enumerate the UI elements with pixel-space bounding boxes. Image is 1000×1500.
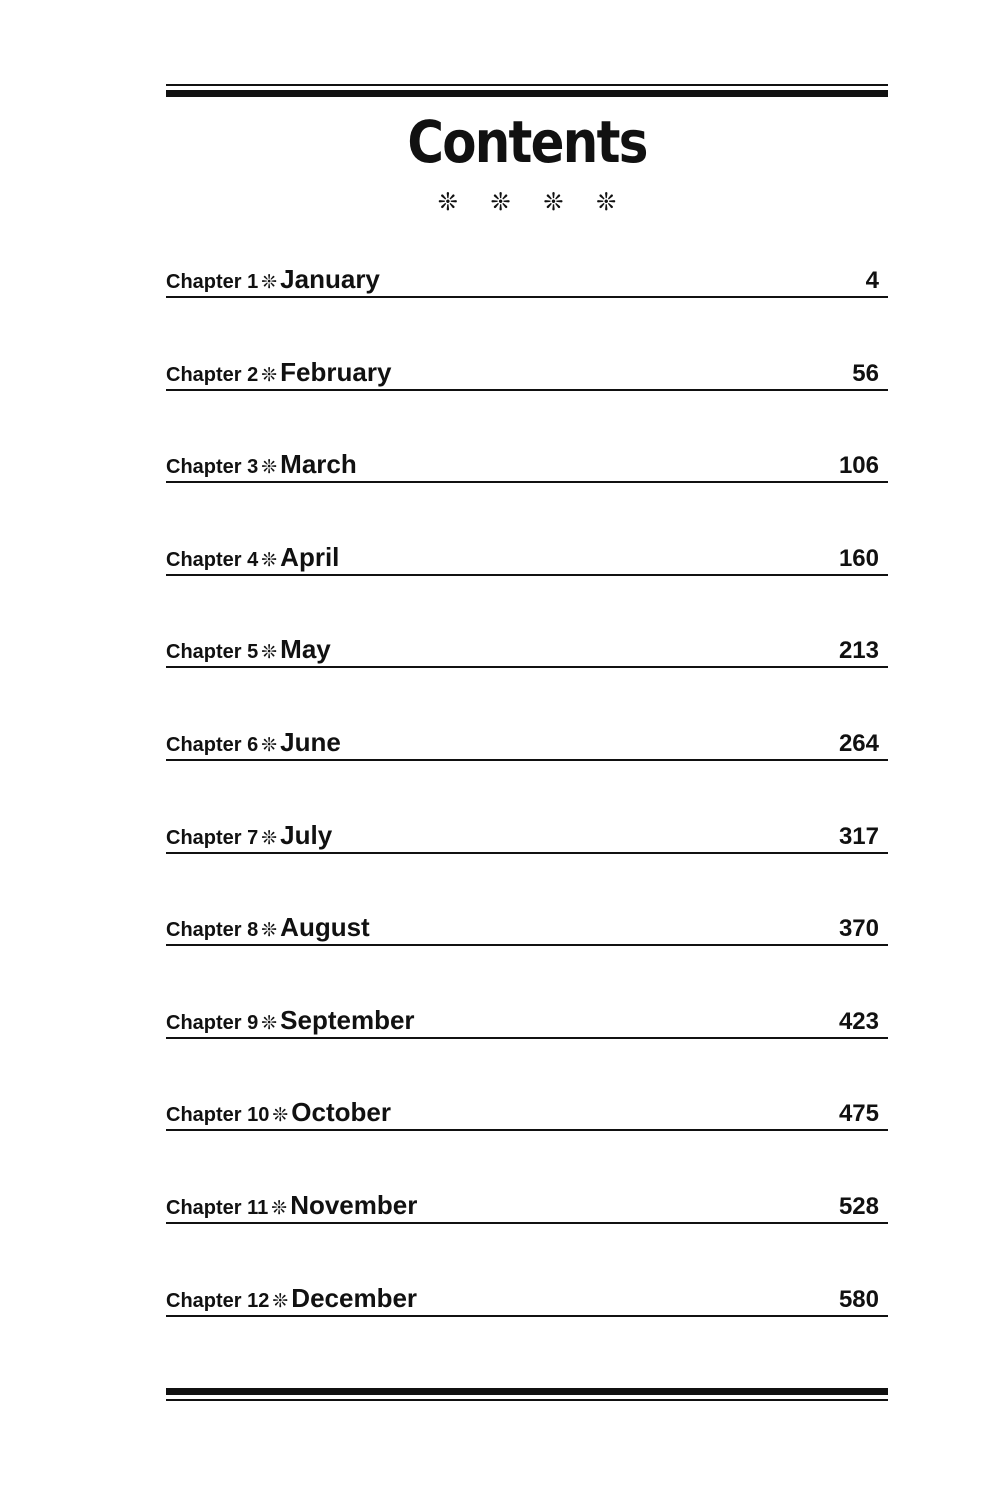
ornament-icon: ❊ — [437, 189, 458, 216]
top-thin-rule — [166, 84, 888, 86]
toc-entry[interactable] — [166, 1083, 888, 1131]
toc-entry[interactable] — [166, 991, 888, 1039]
chapter-title: November — [290, 1190, 418, 1220]
chapter-title: August — [280, 912, 370, 943]
page-number: 317 — [838, 822, 879, 850]
page-number: 580 — [838, 1285, 879, 1313]
chapter-title: July — [280, 819, 333, 850]
chapter-title: December — [291, 1282, 418, 1313]
chapter-number: Chapter 1 — [166, 271, 259, 293]
toc-entry[interactable] — [166, 250, 888, 298]
bottom-thin-rule — [166, 1399, 888, 1401]
page-number: 370 — [838, 915, 879, 943]
ornament-icon: ❊ — [261, 364, 278, 386]
ornament-icon: ❊ — [490, 189, 511, 216]
chapter-title: March — [280, 449, 357, 480]
chapter-number: Chapter 5 — [166, 641, 259, 664]
page-number: 264 — [838, 730, 879, 757]
chapter-title: February — [280, 356, 392, 387]
toc-entry[interactable] — [166, 898, 888, 946]
chapter-title: May — [280, 634, 331, 665]
chapter-number: Chapter 6 — [166, 734, 259, 756]
page-number: 213 — [838, 637, 879, 665]
chapter-title: October — [291, 1097, 391, 1128]
chapter-title: September — [280, 1004, 415, 1035]
page-number: 423 — [838, 1007, 879, 1035]
ornament-icon: ❊ — [272, 1290, 289, 1312]
bottom-thick-rule — [166, 1388, 888, 1395]
chapter-title: June — [280, 727, 341, 757]
page-title: Contents — [407, 108, 647, 176]
chapter-title: January — [280, 264, 380, 294]
chapter-number: Chapter 2 — [166, 363, 259, 386]
ornament-icon: ❊ — [261, 642, 278, 664]
toc-entry[interactable] — [166, 713, 888, 761]
ornament-icon: ❊ — [261, 549, 278, 571]
ornament-icon: ❊ — [261, 920, 278, 942]
page-number: 106 — [838, 452, 879, 480]
toc-entry[interactable] — [166, 528, 888, 576]
toc-entry[interactable] — [166, 1269, 888, 1317]
page-number: 475 — [838, 1100, 879, 1128]
toc-entry[interactable] — [166, 620, 888, 668]
ornament-icon: ❊ — [261, 457, 278, 479]
ornament-icon: ❊ — [543, 189, 564, 216]
page-number: 528 — [838, 1193, 879, 1220]
ornament-icon: ❊ — [261, 272, 278, 293]
toc-entry[interactable] — [166, 806, 888, 854]
ornament-icon: ❊ — [271, 1198, 288, 1219]
toc-entry[interactable] — [166, 343, 888, 391]
chapter-number: Chapter 8 — [166, 919, 259, 942]
ornament-icon: ❊ — [261, 735, 278, 756]
chapter-number: Chapter 11 — [166, 1197, 269, 1219]
chapter-number: Chapter 12 — [166, 1289, 270, 1312]
ornament-icon: ❊ — [261, 827, 278, 849]
page-number: 56 — [852, 359, 879, 387]
toc-entry[interactable] — [166, 435, 888, 483]
page-number: 160 — [838, 544, 879, 572]
chapter-number: Chapter 4 — [166, 548, 259, 571]
ornament-icon: ❊ — [272, 1105, 289, 1127]
chapter-number: Chapter 10 — [166, 1104, 270, 1127]
top-thick-rule — [166, 90, 888, 97]
chapter-number: Chapter 9 — [166, 1011, 259, 1034]
ornament-icon: ❊ — [596, 189, 617, 216]
page-number: 4 — [865, 267, 879, 294]
toc-entry[interactable] — [166, 1176, 888, 1224]
chapter-title: April — [280, 541, 340, 572]
chapter-number: Chapter 7 — [166, 826, 259, 849]
ornament-row — [166, 188, 888, 218]
chapter-number: Chapter 3 — [166, 456, 259, 479]
ornament-icon: ❊ — [261, 1012, 278, 1034]
